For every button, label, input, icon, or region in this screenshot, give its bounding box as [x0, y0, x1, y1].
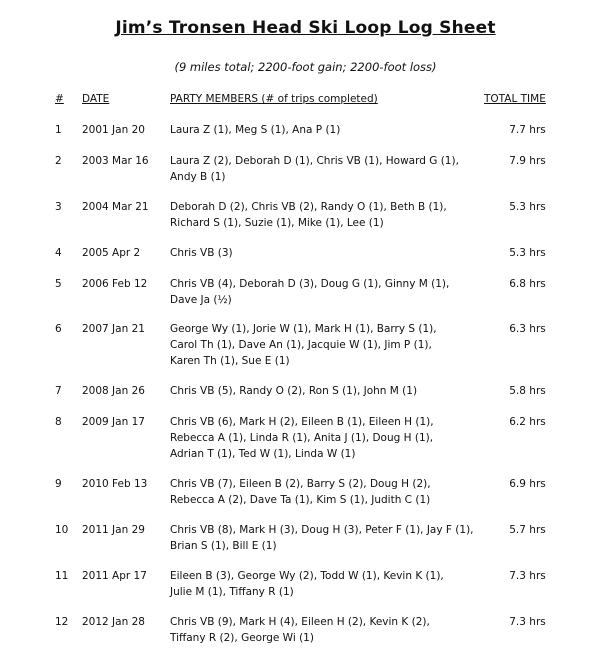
row-total-time: 7.7 hrs [509, 124, 546, 136]
party-line: Andy B (1) [170, 171, 226, 183]
row-number: 3 [55, 201, 62, 213]
party-line: Deborah D (2), Chris VB (2), Randy O (1), Beth B (1), [170, 201, 447, 213]
row-party-members [170, 522, 490, 554]
row-date: 2009 Jan 17 [82, 416, 145, 428]
page-subtitle: (9 miles total; 2200-foot gain; 2200-foot loss) [174, 60, 437, 74]
row-total-time: 5.7 hrs [509, 524, 546, 536]
party-line: Dave Ja (½) [170, 294, 232, 306]
row-total-time: 5.3 hrs [509, 201, 546, 213]
row-total-time: 7.3 hrs [509, 570, 546, 582]
row-party-members [170, 199, 490, 231]
row-party-members [170, 245, 490, 261]
party-line: Laura Z (2), Deborah D (1), Chris VB (1), Howard G (1), [170, 155, 459, 167]
party-line: George Wy (1), Jorie W (1), Mark H (1), Barry S (1), [170, 323, 437, 335]
row-date: 2005 Apr 2 [82, 247, 141, 259]
row-date: 2007 Jan 21 [82, 323, 145, 335]
row-number: 5 [55, 278, 62, 290]
row-number: 2 [55, 155, 62, 167]
row-date: 2004 Mar 21 [82, 201, 149, 213]
row-total-time: 6.2 hrs [509, 416, 546, 428]
row-party-members [170, 321, 490, 369]
row-date: 2012 Jan 28 [82, 616, 145, 628]
row-date: 2010 Feb 13 [82, 478, 148, 490]
row-number: 11 [55, 570, 69, 582]
row-party-members [170, 568, 490, 600]
party-line: Carol Th (1), Dave An (1), Jacquie W (1), Jim P (1), [170, 339, 432, 351]
row-total-time: 7.9 hrs [509, 155, 546, 167]
row-date: 2006 Feb 12 [82, 278, 148, 290]
row-party-members [170, 122, 490, 138]
row-number: 4 [55, 247, 62, 259]
party-line: Brian S (1), Bill E (1) [170, 540, 277, 552]
party-line: Julie M (1), Tiffany R (1) [170, 586, 294, 598]
row-total-time: 5.3 hrs [509, 247, 546, 259]
party-line: Richard S (1), Suzie (1), Mike (1), Lee (1) [170, 217, 384, 229]
row-total-time: 7.3 hrs [509, 616, 546, 628]
row-date: 2011 Apr 17 [82, 570, 147, 582]
row-party-members [170, 614, 490, 646]
row-total-time: 5.8 hrs [509, 385, 546, 397]
row-number: 8 [55, 416, 62, 428]
row-party-members [170, 476, 490, 508]
row-number: 6 [55, 323, 62, 335]
party-line: Laura Z (1), Meg S (1), Ana P (1) [170, 124, 341, 136]
party-line: Chris VB (4), Deborah D (3), Doug G (1), Ginny M (1), [170, 278, 450, 290]
party-line: Chris VB (8), Mark H (3), Doug H (3), Peter F (1), Jay F (1), [170, 524, 474, 536]
row-date: 2011 Jan 29 [82, 524, 145, 536]
row-total-time: 6.8 hrs [509, 278, 546, 290]
row-total-time: 6.9 hrs [509, 478, 546, 490]
party-line: Chris VB (3) [170, 247, 233, 259]
page-title: Jim’s Tronsen Head Ski Loop Log Sheet [115, 18, 496, 38]
row-party-members [170, 414, 490, 462]
row-party-members [170, 276, 490, 308]
row-party-members [170, 383, 490, 399]
header-date: DATE [82, 93, 110, 105]
row-party-members [170, 153, 490, 185]
party-line: Chris VB (7), Eileen B (2), Barry S (2), Doug H (2), [170, 478, 431, 490]
party-line: Adrian T (1), Ted W (1), Linda W (1) [170, 448, 356, 460]
row-number: 10 [55, 524, 69, 536]
header-num: # [55, 93, 64, 105]
party-line: Rebecca A (2), Dave Ta (1), Kim S (1), Judith C (1) [170, 494, 431, 506]
row-date: 2008 Jan 26 [82, 385, 145, 397]
header-time: TOTAL TIME [484, 93, 546, 105]
row-number: 9 [55, 478, 62, 490]
row-date: 2003 Mar 16 [82, 155, 149, 167]
row-number: 12 [55, 616, 69, 628]
party-line: Chris VB (6), Mark H (2), Eileen B (1), Eileen H (1), [170, 416, 434, 428]
party-line: Tiffany R (2), George Wi (1) [170, 632, 314, 644]
header-party: PARTY MEMBERS (# of trips completed) [170, 93, 378, 105]
row-total-time: 6.3 hrs [509, 323, 546, 335]
row-date: 2001 Jan 20 [82, 124, 145, 136]
party-line: Chris VB (9), Mark H (4), Eileen H (2), Kevin K (2), [170, 616, 430, 628]
party-line: Chris VB (5), Randy O (2), Ron S (1), John M (1) [170, 385, 418, 397]
party-line: Eileen B (3), George Wy (2), Todd W (1), Kevin K (1), [170, 570, 444, 582]
row-number: 1 [55, 124, 62, 136]
row-number: 7 [55, 385, 62, 397]
party-line: Karen Th (1), Sue E (1) [170, 355, 290, 367]
party-line: Rebecca A (1), Linda R (1), Anita J (1), Doug H (1), [170, 432, 434, 444]
